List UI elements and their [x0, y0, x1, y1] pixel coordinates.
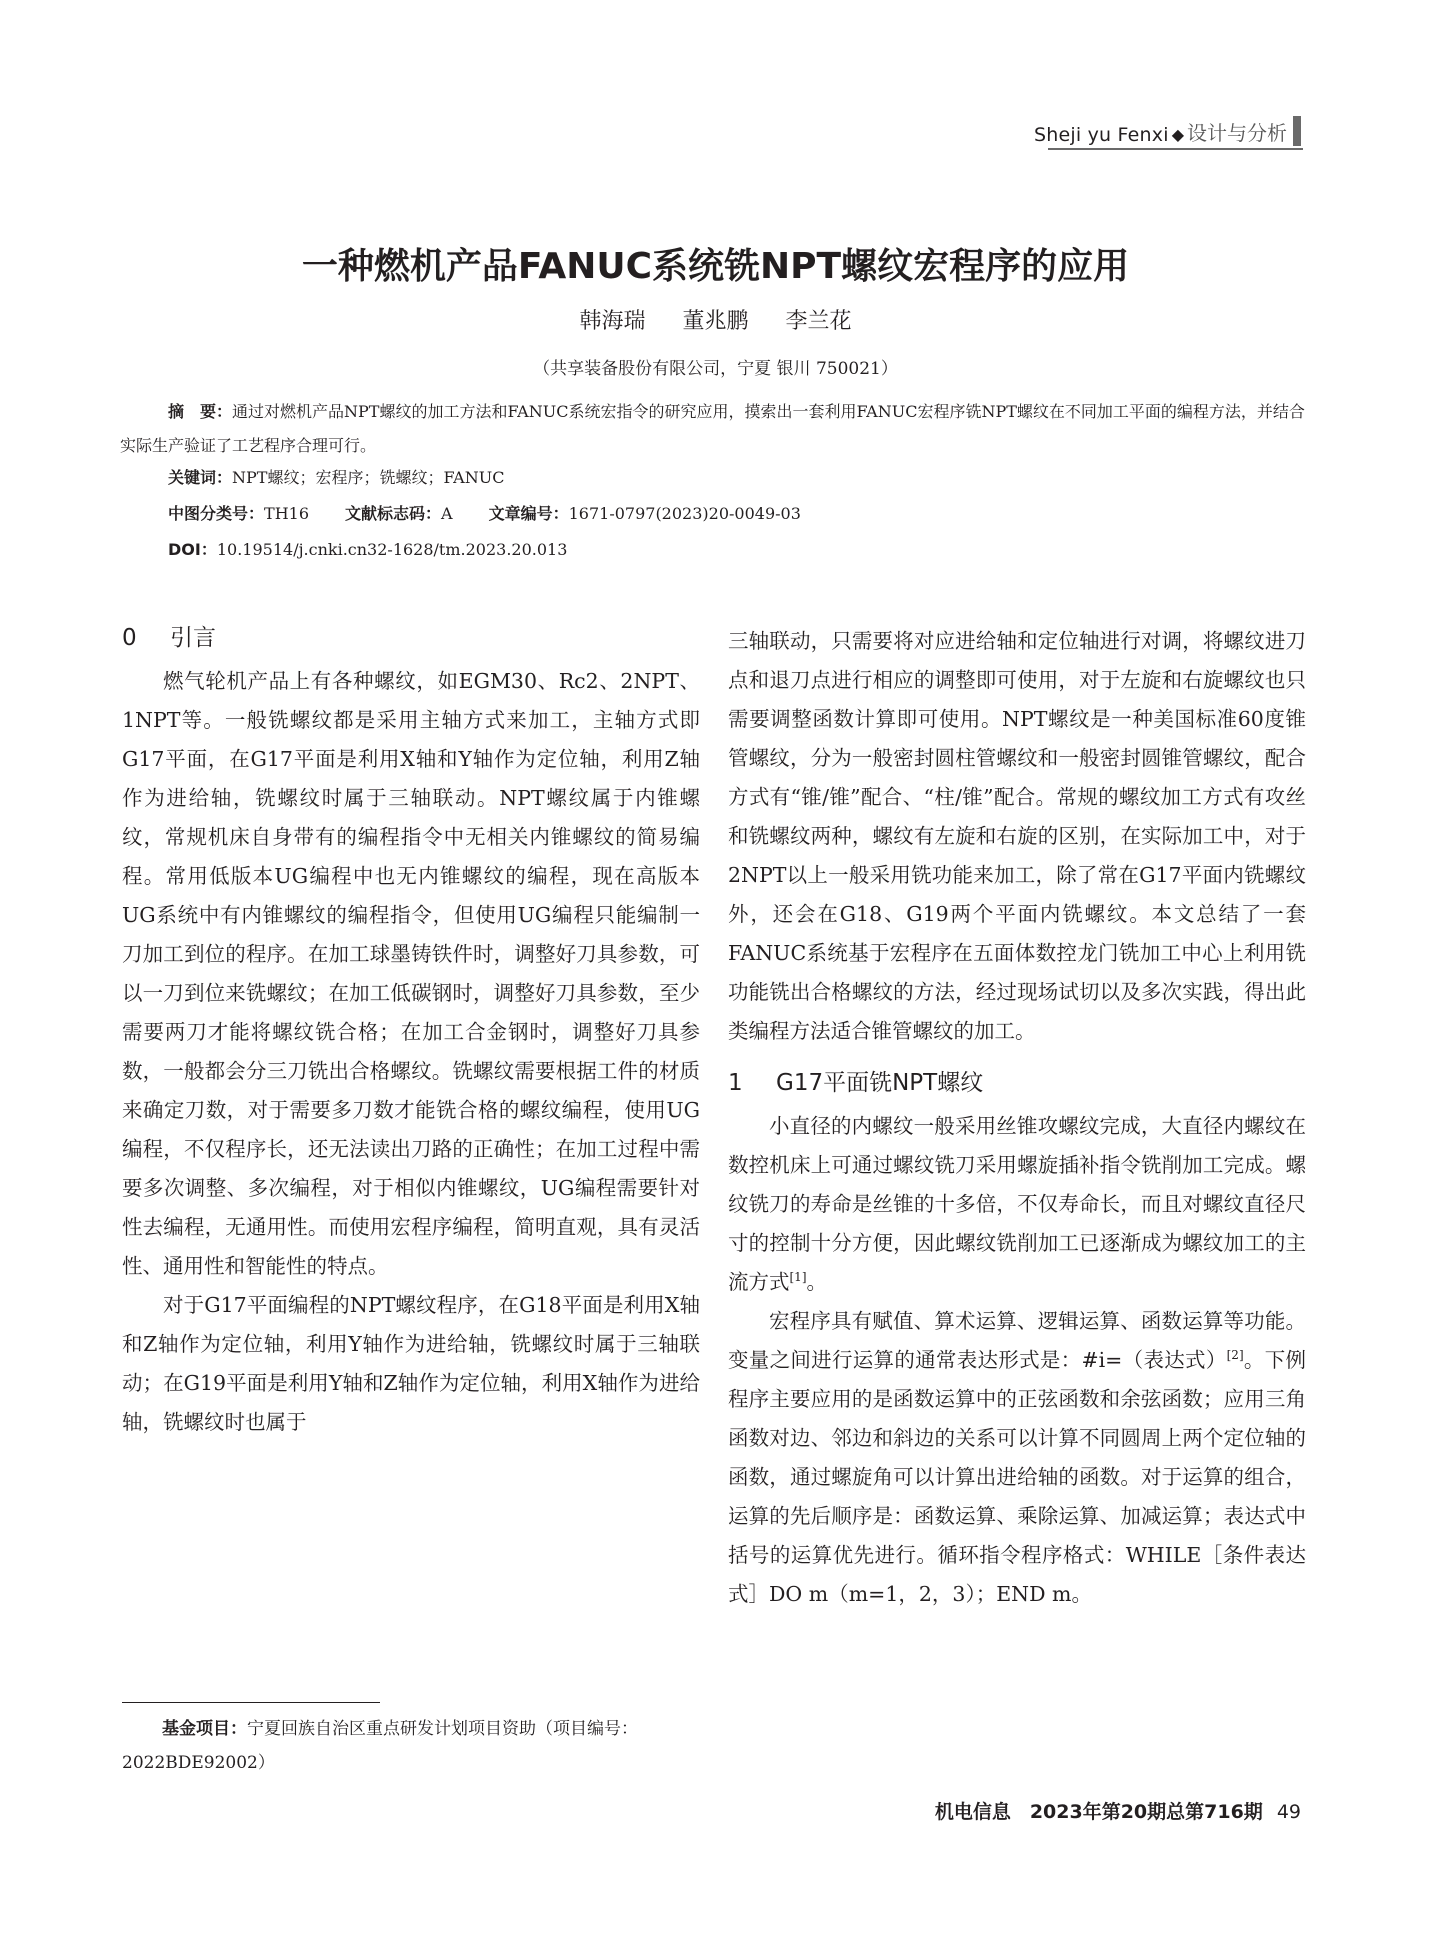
- paragraph-text: 宏程序具有赋值、算术运算、逻辑运算、函数运算等功能。变量之间进行运算的通常表达形式是：#i=（表达式）: [728, 1309, 1306, 1372]
- doi-link[interactable]: 10.19514/j.cnki.cn32-1628/tm.2023.20.013: [216, 540, 568, 559]
- page-number: 49: [1276, 1801, 1301, 1823]
- doc-code-label: 文献标志码：: [345, 504, 442, 523]
- doi: [168, 537, 567, 560]
- paragraph: [728, 1107, 1306, 1302]
- article-number-label: 文章编号：: [488, 504, 569, 523]
- section-title: 引言: [170, 625, 216, 651]
- page-footer: [935, 1797, 1301, 1824]
- header-bar: [1293, 116, 1301, 146]
- citation-ref[interactable]: [2]: [1226, 1348, 1244, 1363]
- left-column: [122, 618, 700, 1442]
- keywords-text: NPT螺纹；宏程序；铣螺纹；FANUC: [232, 468, 505, 487]
- classification-line: [168, 501, 801, 524]
- article-number-value: 1671-0797(2023)20-0049-03: [568, 504, 801, 523]
- header-rule: [1048, 148, 1303, 150]
- section-name: 设计与分析: [1187, 121, 1287, 145]
- authors: 韩海瑞 董兆鹏 李兰花: [579, 309, 852, 334]
- citation-ref[interactable]: [1]: [789, 1270, 807, 1285]
- section-number: 0: [122, 625, 137, 651]
- footnote-label: 基金项目：: [162, 1719, 247, 1739]
- abstract: [120, 395, 1306, 463]
- journal-name: Sheji yu Fenxi: [1034, 124, 1169, 146]
- paragraph: 对于G17平面编程的NPT螺纹程序，在G18平面是利用X轴和Z轴作为定位轴，利用Y轴作为进给轴，铣螺纹时属于三轴联动；在G19平面是利用Y轴和Z轴作为定位轴，利用X轴作为进给轴，铣螺纹时也属于: [122, 1293, 700, 1434]
- affiliation: （共享装备股份有限公司，宁夏 银川 750021）: [533, 359, 898, 379]
- diamond-icon: ◆: [1171, 125, 1184, 144]
- section-heading-g17: [728, 1063, 1306, 1103]
- clc-label: 中图分类号：: [168, 504, 265, 523]
- section-number: 1: [728, 1070, 743, 1096]
- clc-value: TH16: [264, 504, 309, 523]
- section-heading-intro: [122, 618, 700, 658]
- footnote-text: 宁夏回族自治区重点研发计划项目资助（项目编号：2022BDE92002）: [122, 1719, 638, 1773]
- right-column: [728, 622, 1306, 1614]
- abstract-label: 摘 要：: [168, 402, 233, 421]
- article-title: 一种燃机产品FANUC系统铣NPT螺纹宏程序的应用: [301, 246, 1130, 287]
- paragraph-text: 。: [806, 1270, 827, 1294]
- paragraph: [728, 1302, 1306, 1614]
- keywords: [168, 465, 504, 488]
- paragraph: 燃气轮机产品上有各种螺纹，如EGM30、Rc2、2NPT、1NPT等。一般铣螺纹都是采用主轴方式来加工，主轴方式即G17平面，在G17平面是利用X轴和Y轴作为定位轴，利用Z轴作为进给轴，铣螺纹时属于三轴联动。NPT螺纹属于内锥螺纹，常规机床自身带有的编程指令中无相关内锥螺纹的简易编程。常用低版本UG编程中也无内锥螺纹的编程，现在高版本UG系统中有内锥螺纹的编程指令，但使用UG编程只能编制一刀加工到位的程序。在加工球墨铸铁件时，调整好刀具参数，可以一刀到位来铣螺纹；在加工低碳钢时，调整好刀具参数，至少需要两刀才能将螺纹铣合格；在加工合金钢时，调整好刀具参数，一般都会分三刀铣出合格螺纹。铣螺纹需要根据工件的材质来确定刀数，对于需要多刀数才能铣合格的螺纹编程，使用UG编程，不仅程序长，还无法读出刀路的正确性；在加工过程中需要多次调整、多次编程，对于相似内锥螺纹，UG编程需要针对性去编程，无通用性。而使用宏程序编程，简明直观，具有灵活性、通用性和智能性的特点。: [122, 669, 700, 1278]
- footnote-rule: [122, 1702, 380, 1703]
- section-title: G17平面铣NPT螺纹: [776, 1070, 984, 1096]
- doc-code-value: A: [441, 504, 453, 523]
- running-header: [1034, 116, 1301, 146]
- paragraph-continued: 三轴联动，只需要将对应进给轴和定位轴进行对调，将螺纹进刀点和退刀点进行相应的调整即可使用，对于左旋和右旋螺纹也只需要调整函数计算即可使用。NPT螺纹是一种美国标准60度锥管螺纹，分为一般密封圆柱管螺纹和一般密封圆锥管螺纹，配合方式有“锥/锥”配合、“柱/锥”配合。常规的螺纹加工方式有攻丝和铣螺纹两种，螺纹有左旋和右旋的区别，在实际加工中，对于2NPT以上一般采用铣功能来加工，除了常在G17平面内铣螺纹外，还会在G18、G19两个平面内铣螺纹。本文总结了一套FANUC系统基于宏程序在五面体数控龙门铣加工中心上利用铣功能铣出合格螺纹的方法，经过现场试切以及多次实践，得出此类编程方法适合锥管螺纹的加工。: [728, 629, 1306, 1043]
- doi-label: DOI：: [168, 540, 217, 559]
- footer-journal: 机电信息 2023年第20期总第716期: [934, 1801, 1263, 1823]
- paragraph-text: 小直径的内螺纹一般采用丝锥攻螺纹完成，大直径内螺纹在数控机床上可通过螺纹铣刀采用螺旋插补指令铣削加工完成。螺纹铣刀的寿命是丝锥的十多倍，不仅寿命长，而且对螺纹直径尺寸的控制十分方便，因此螺纹铣削加工已逐渐成为螺纹加工的主流方式: [728, 1114, 1306, 1294]
- keywords-label: 关键词：: [168, 468, 233, 487]
- paragraph-text: 。下例程序主要应用的是函数运算中的正弦函数和余弦函数；应用三角函数对边、邻边和斜边的关系可以计算不同圆周上两个定位轴的函数，通过螺旋角可以计算出进给轴的函数。对于运算的组合，运算的先后顺序是：函数运算、乘除运算、加减运算；表达式中括号的运算优先进行。循环指令程序格式：WHILE［条件表达式］DO m（m=1，2，3）；END m。: [728, 1348, 1306, 1606]
- abstract-text: 通过对燃机产品NPT螺纹的加工方法和FANUC系统宏指令的研究应用，摸索出一套利用FANUC宏程序铣NPT螺纹在不同加工平面的编程方法，并结合实际生产验证了工艺程序合理可行。: [120, 402, 1305, 455]
- footnote: [122, 1712, 700, 1780]
